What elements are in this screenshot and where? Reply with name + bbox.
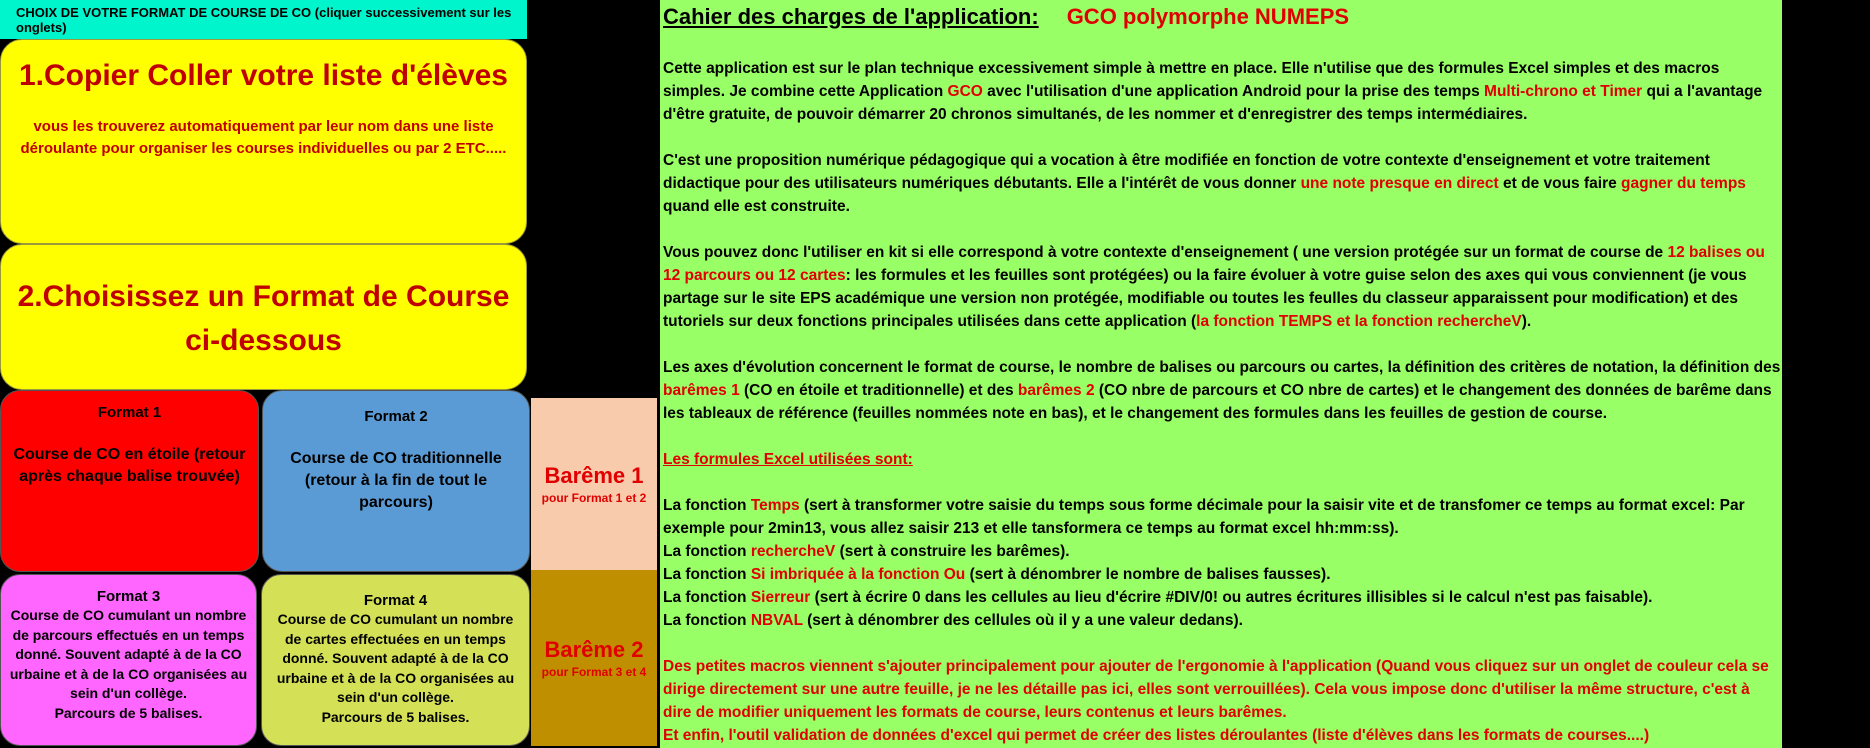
choose-format-panel [0, 244, 527, 390]
text-run: Cette application est sur le plan technique excessivement simple à mettre en place. Elle n'utilise que des formules Excel simples et des macros simples. Je combine cette Application [663, 60, 1720, 100]
spec-heading [663, 0, 1782, 34]
formula-recherchev [663, 540, 1782, 563]
format-2-desc: Course de CO traditionnelle (retour à la fin de tout le parcours) [290, 450, 502, 511]
validation-paragraph: Et enfin, l'outil validation de données d'excel qui permet de créer des listes déroulantes (liste d'élèves dans les formats de courses....) [663, 727, 1650, 744]
spec-heading-app: GCO polymorphe NUMEPS [1066, 4, 1350, 29]
format-1-desc: Course de CO en étoile (retour après chaque balise trouvée) [13, 446, 246, 485]
text-run: C'est une proposition numérique pédagogique qui a vocation à être modifiée en fonction de votre contexte d'enseignement et votre traitement didactique pour des utilisateurs numériques débutants. Elle a l'intérêt de vous donner [663, 152, 1710, 192]
text-run: qui a l'avantage d'être gratuite, de pouvoir démarrer 20 chronos simultanés, de les nommer et d'enregistrer des temps intermédiaires. [663, 83, 1763, 123]
formula-temps [663, 494, 1782, 540]
text-run: (sert à transformer votre saisie du temps sous forme décimale pour la saisir vite et de transfomer ce temps au format excel: Par exemple pour 2min13, vous allez saisir 213 et elle tansformera ce temps au format excel hh:mm:ss). [663, 497, 1745, 537]
text-run: : les formules et les feuilles sont protégées) ou la faire évoluer à votre guise selon des axes qui vous conviennent (je vous partage sur le site EPS académique une version non protégée, modifiable ou toutes les feulles du classeur apparaissent pour modification) et des tutoriels sur deux fonctions principales utilisées dans cette application ( [663, 267, 1747, 330]
text-run: La fonction [663, 589, 751, 606]
format-1-title: Format 1 [97, 404, 162, 421]
text-run: barêmes 1 [663, 382, 740, 399]
text-run: Multi-chrono et Timer [1484, 83, 1643, 100]
text-run: quand elle est construite. [663, 198, 850, 215]
text-run: (sert à écrire 0 dans les cellules au lieu d'écrire #DIV/0! ou autres écritures illisibles si le calcul n'est pas faisable). [810, 589, 1653, 606]
format-4-button[interactable] [261, 574, 530, 746]
formula-si-ou [663, 563, 1782, 586]
text-run: une note presque en direct [1300, 175, 1499, 192]
text-run: Temps [750, 497, 800, 514]
text-run: Si imbriquée à la fonction Ou [750, 566, 966, 583]
format-choice-banner[interactable] [0, 0, 527, 39]
text-run: ). [1521, 313, 1532, 330]
text-run: (sert à construire les barêmes). [835, 543, 1070, 560]
format-3-desc-2: Parcours de 5 balises. [54, 704, 203, 721]
format-3-title: Format 3 [96, 588, 161, 605]
bareme-2-button[interactable] [531, 570, 657, 746]
text-run: la fonction TEMPS et la fonction rechercheV [1196, 313, 1522, 330]
text-run: La fonction [663, 612, 751, 629]
copy-paste-subtitle: vous les trouverez automatiquement par leur nom dans une liste déroulante pour organiser les courses individuelles ou par 2 ETC..... [20, 118, 507, 157]
formulas-title: Les formules Excel utilisées sont: [663, 451, 913, 468]
spec-heading-title: Cahier des charges de l'application: [663, 4, 1039, 29]
text-run: NBVAL [750, 612, 803, 629]
bareme-1-title: Barême 1 [544, 463, 644, 488]
text-run: Sierreur [750, 589, 811, 606]
text-run: gagner du temps [1621, 175, 1746, 192]
text-run: (CO nbre de parcours et CO nbre de cartes) et le changement des données de barême dans les tableaux de référence (feuilles nommées note en bas), et le changement des formules dans les feuilles de gestion de course. [663, 382, 1772, 422]
formula-nbval [663, 609, 1782, 632]
text-run: rechercheV [750, 543, 836, 560]
banner-label: CHOIX DE VOTRE FORMAT DE COURSE DE CO (cliquer successivement sur les onglets) [16, 4, 512, 35]
format-4-desc-2: Parcours de 5 balises. [321, 708, 470, 725]
text-run: 12 balises ou 12 parcours ou 12 cartes [663, 244, 1765, 284]
spec-paragraph-1 [663, 57, 1782, 126]
text-run: La fonction [663, 566, 751, 583]
spec-paragraph-3 [663, 241, 1782, 333]
copy-paste-students-panel[interactable] [0, 39, 527, 244]
format-2-title: Format 2 [364, 408, 428, 425]
format-4-desc: Course de CO cumulant un nombre de cartes effectuées en un temps donné. Souvent adapté à de la CO urbaine et à de la CO organisées au sein d'un collège. [276, 611, 515, 705]
text-run: La fonction [663, 543, 751, 560]
text-run: Vous pouvez donc l'utiliser en kit si elle correspond à votre contexte d'enseignement ( une version protégée sur un format de course de [663, 244, 1668, 261]
format-3-desc: Course de CO cumulant un nombre de parcours effectués en un temps donné. Souvent adapté à de la CO urbaine et à de la CO organisées au sein d'un collège. [9, 607, 248, 701]
text-run: Les axes d'évolution concernent le format de course, le nombre de balises ou parcours ou cartes, la définition des critères de notation, la définition des [663, 359, 1781, 376]
text-run: (CO en étoile et traditionnelle) et des [739, 382, 1018, 399]
text-run: (sert à dénombrer le nombre de balises fausses). [965, 566, 1331, 583]
format-3-button[interactable] [0, 574, 257, 746]
spec-panel [660, 0, 1782, 748]
copy-paste-title: 1.Copier Coller votre liste d'élèves [19, 59, 508, 92]
format-2-button[interactable] [262, 390, 530, 572]
text-run: avec l'utilisation d'une application Android pour la prise des temps [982, 83, 1485, 100]
choose-format-title: 2.Choisissez un Format de Course ci-dessous [17, 280, 510, 357]
text-run: (sert à dénombrer des cellules où il y a une valeur dedans). [802, 612, 1243, 629]
text-run: GCO [947, 83, 983, 100]
spec-paragraph-2 [663, 149, 1782, 218]
format-4-title: Format 4 [363, 592, 428, 609]
bareme-1-button[interactable] [531, 398, 657, 570]
text-run: La fonction [663, 497, 751, 514]
text-run: barêmes 2 [1017, 382, 1095, 399]
bareme-1-sub: pour Format 1 et 2 [541, 491, 647, 505]
text-run: et de vous faire [1498, 175, 1622, 192]
bareme-2-sub: pour Format 3 et 4 [541, 665, 647, 679]
spec-paragraph-4 [663, 356, 1782, 425]
macros-paragraph: Des petites macros viennent s'ajouter principalement pour ajouter de l'ergonomie à l'application (Quand vous cliquez sur un onglet de couleur cela se dirige directement sur une autre feuille, je ne les détaille pas ici, elles sont verrouillées). Cela vous impose donc d'utiliser la même structure, c'est à dire de modifier uniquement les formats de course, leurs contenus et leurs barêmes. [663, 658, 1769, 721]
formula-sierreur [663, 586, 1782, 609]
format-1-button[interactable] [0, 390, 259, 572]
bareme-2-title: Barême 2 [544, 637, 644, 662]
